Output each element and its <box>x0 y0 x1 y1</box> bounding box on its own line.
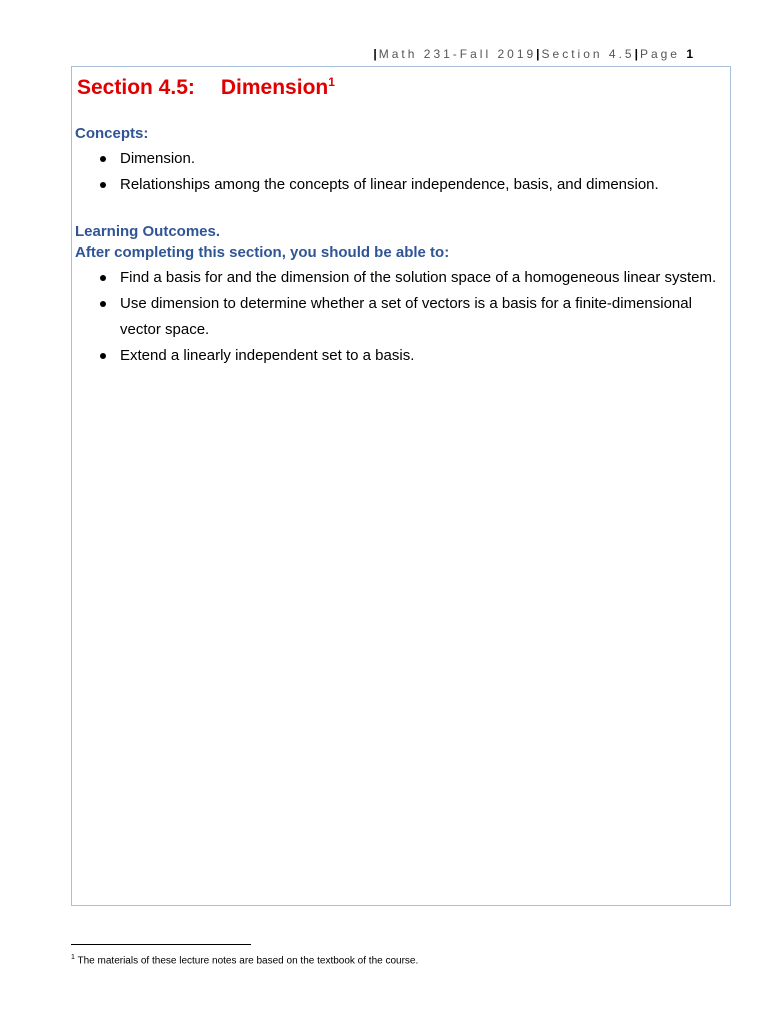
learning-outcomes-subheading: After completing this section, you should be able to: <box>75 244 450 261</box>
footnote-text: The materials of these lecture notes are based on the textbook of the course. <box>77 955 419 967</box>
section-name-text: Dimension <box>220 76 329 99</box>
concepts-list <box>72 146 722 198</box>
section-name <box>221 76 335 99</box>
footnote-reference[interactable]: 1 <box>328 75 335 89</box>
footnote-mark: 1 <box>71 954 75 961</box>
footnote <box>71 954 418 966</box>
outcomes-list <box>72 265 722 369</box>
section-title <box>77 75 335 100</box>
footnote-divider <box>71 944 251 945</box>
content-box <box>71 66 731 906</box>
list-item: Dimension. <box>72 146 722 172</box>
list-item: Relationships among the concepts of linear independence, basis, and dimension. <box>72 172 722 198</box>
list-item: Find a basis for and the dimension of the solution space of a homogeneous linear system. <box>72 265 722 291</box>
header-course: Math 231-Fall 2019 <box>378 47 537 61</box>
header-separator: | <box>634 47 638 61</box>
header-separator: | <box>373 47 377 61</box>
header-section: Section 4.5 <box>541 47 635 61</box>
header-page-number: 1 <box>686 47 696 61</box>
learning-outcomes-heading: Learning Outcomes. <box>75 223 221 240</box>
header-separator: | <box>536 47 540 61</box>
list-item: Extend a linearly independent set to a basis. <box>72 343 722 369</box>
page-header <box>373 47 696 61</box>
list-item: Use dimension to determine whether a set of vectors is a basis for a finite-dimensional vector space. <box>72 291 722 343</box>
header-page-label: Page <box>639 47 680 61</box>
concepts-heading: Concepts: <box>75 125 149 142</box>
section-number: Section 4.5: <box>77 76 195 99</box>
